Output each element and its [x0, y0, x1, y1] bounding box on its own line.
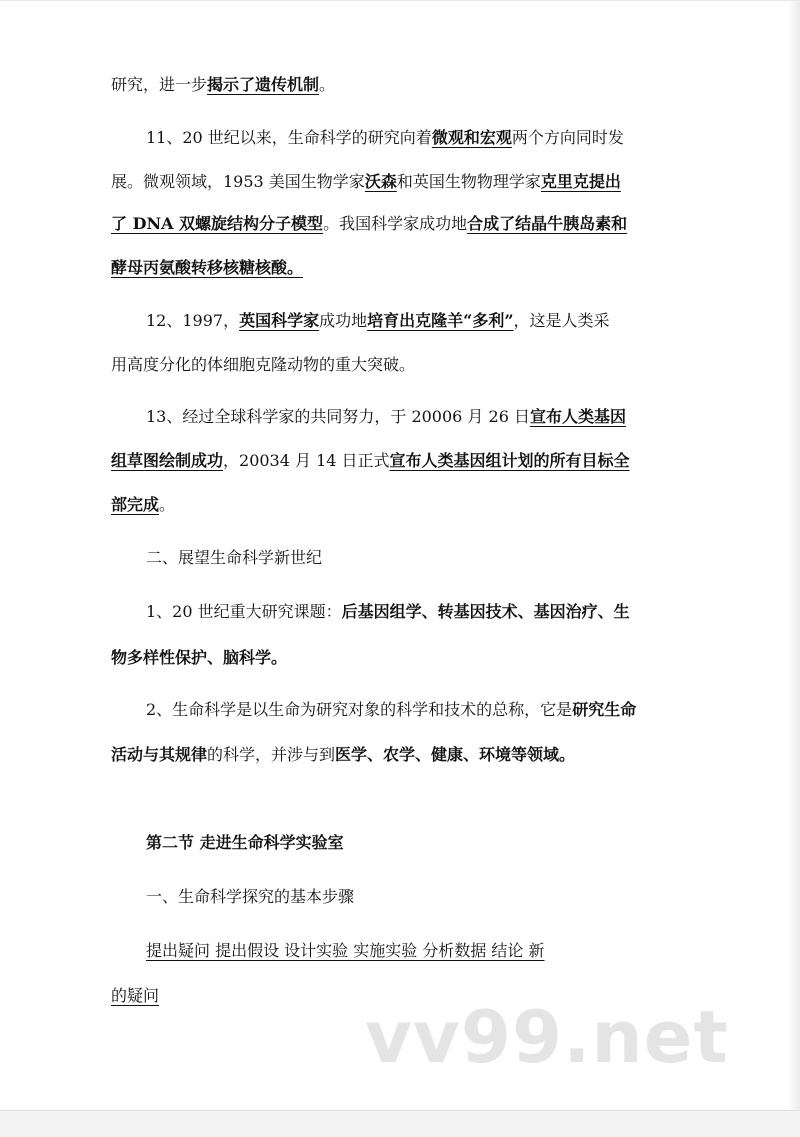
life-science-definition-line-2	[111, 745, 677, 765]
key-term: 宣布人类基因	[529, 407, 626, 426]
text-segment: 展。微观领域，1953 美国生物学家	[111, 172, 365, 191]
text-segment: 2、生命科学是以生命为研究对象的科学和技术的总称，它是	[146, 700, 573, 719]
text-segment: ，20034 月 14 日正式	[223, 451, 390, 470]
key-term: 宣布人类基因组计划的所有目标全	[389, 451, 630, 470]
text-segment: 。我国科学家成功地	[323, 214, 468, 233]
key-term: 酵母丙氨酸转移核糖核酸。	[111, 258, 304, 277]
key-term: 了 DNA 双螺旋结构分子模型	[111, 214, 324, 233]
key-term: 揭示了遗传机制	[207, 75, 320, 94]
page-top-edge	[0, 0, 800, 1]
research-topics-line-2	[111, 648, 677, 668]
page-bottom-gutter	[0, 1110, 800, 1137]
bold-topics: 后基因组学、转基因技术、基因治疗、生	[341, 602, 630, 621]
text-segment: 两个方向同时发	[511, 128, 624, 147]
watermark-text: vv99.net	[365, 995, 729, 1079]
bold-topics: 物多样性保护、脑科学。	[111, 648, 288, 667]
text-segment: 。	[319, 75, 336, 94]
experimental-steps-text: 的疑问	[111, 986, 160, 1005]
paragraph-12-line-1	[146, 311, 677, 331]
key-term: 部完成	[111, 495, 160, 514]
text-segment: 13、经过全球科学家的共同努力，于 20006 月 26 日	[146, 407, 530, 426]
text-segment: 的科学，并涉与到	[207, 745, 336, 764]
paragraph-11-line-1	[146, 128, 677, 148]
text-segment: 12、1997，	[146, 311, 240, 330]
text-segment: 。	[159, 495, 176, 514]
text-segment: 研究，进一步	[111, 75, 208, 94]
key-term: 合成了结晶牛胰岛素和	[467, 214, 628, 233]
text-segment: 用高度分化的体细胞克隆动物的重大突破。	[111, 355, 416, 374]
key-term: 组草图绘制成功	[111, 451, 224, 470]
subsection-heading	[146, 548, 677, 568]
basic-steps-title: 一、生命科学探究的基本步骤	[146, 887, 355, 906]
text-segment: ，这是人类采	[513, 311, 610, 330]
paragraph-13-line-1	[146, 407, 677, 427]
key-term: 英国科学家	[239, 311, 320, 330]
text-segment: 11、20 世纪以来，生命科学的研究向着	[146, 128, 432, 147]
page-right-shadow	[787, 0, 800, 1112]
key-term: 微观和宏观	[431, 128, 512, 147]
experimental-steps-text: 提出疑问 提出假设 设计实验 实施实验 分析数据 结论 新	[146, 941, 545, 960]
section-two-title	[146, 833, 677, 853]
paragraph-11-line-3	[111, 214, 677, 234]
basic-steps-heading	[146, 887, 677, 907]
subsection-title: 二、展望生命科学新世纪	[146, 548, 323, 567]
experimental-steps-line-1	[146, 941, 677, 961]
paragraph-11-line-2	[111, 172, 677, 192]
paragraph-13-line-2	[111, 451, 677, 471]
bold-term: 活动与其规律	[111, 745, 208, 764]
key-term: 克里克提出	[540, 172, 621, 191]
research-topics-line-1	[146, 602, 677, 622]
key-term: 沃森	[364, 172, 397, 191]
bold-term: 研究生命	[572, 700, 637, 719]
section-title-text: 第二节 走进生命科学实验室	[146, 833, 344, 852]
text-segment: 1、20 世纪重大研究课题：	[146, 602, 342, 621]
paragraph-13-line-3	[111, 495, 677, 515]
life-science-definition-line-1	[146, 700, 677, 720]
paragraph-line-genetic-mechanism	[111, 75, 677, 95]
paragraph-11-line-4	[111, 258, 677, 278]
paragraph-12-line-2	[111, 355, 677, 375]
text-segment: 和英国生物物理学家	[396, 172, 541, 191]
bold-term: 医学、农学、健康、环境等领域。	[335, 745, 576, 764]
text-segment: 成功地	[319, 311, 368, 330]
key-term: 培育出克隆羊“多利”	[367, 311, 514, 330]
